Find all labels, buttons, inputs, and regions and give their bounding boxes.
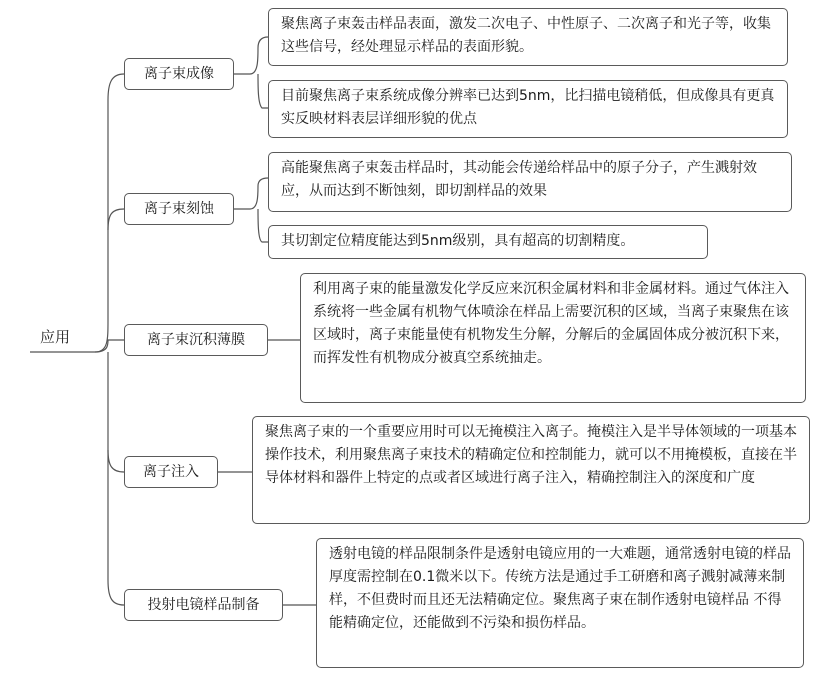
branch-ion-beam-deposition[interactable]: 离子束沉积薄膜 — [124, 324, 268, 356]
branch-tem-sample-prep[interactable]: 投射电镜样品制备 — [124, 589, 283, 621]
branch-ion-beam-imaging[interactable]: 离子束成像 — [124, 58, 234, 90]
detail-implantation-principle: 聚焦离子束的一个重要应用时可以无掩模注入离子。掩模注入是半导体领域的一项基本操作技术，利用聚焦离子束技术的精确定位和控制能力，就可以不用掩模板，直接在半导体材料和器件上特定的点或者区域进行离子注入，精确控制注入的深度和广度 — [252, 416, 810, 524]
branch-ion-implantation[interactable]: 离子注入 — [124, 456, 218, 488]
detail-imaging-resolution: 目前聚焦离子束系统成像分辨率已达到5nm，比扫描电镜稍低，但成像具有更真实反映材料表层详细形貌的优点 — [268, 80, 788, 138]
detail-imaging-principle: 聚焦离子束轰击样品表面，激发二次电子、中性原子、二次离子和光子等，收集这些信号，经处理显示样品的表面形貌。 — [268, 8, 788, 66]
detail-deposition-principle: 利用离子束的能量激发化学反应来沉积金属材料和非金属材料。通过气体注入系统将一些金属有机物气体喷涂在样品上需要沉积的区域，当离子束聚焦在该区域时，离子束能量使有机物发生分解，分解后的金属固体成分被沉积下来，而挥发性有机物成分被真空系统抽走。 — [300, 273, 806, 403]
detail-etching-precision: 其切割定位精度能达到5nm级别，具有超高的切割精度。 — [268, 225, 708, 259]
detail-etching-principle: 高能聚焦离子束轰击样品时，其动能会传递给样品中的原子分子，产生溅射效应，从而达到不断蚀刻，即切割样品的效果 — [268, 152, 792, 212]
branch-ion-beam-etching[interactable]: 离子束刻蚀 — [124, 193, 234, 225]
detail-tem-sample-prep: 透射电镜的样品限制条件是透射电镜应用的一大难题，通常透射电镜的样品厚度需控制在0.1微米以下。传统方法是通过手工研磨和离子溅射减薄来制样，不但费时而且还无法精确定位。聚焦离子束在制作透射电镜样品 不得能精确定位，还能做到不污染和损伤样品。 — [316, 538, 804, 668]
root-node: 应用 — [40, 328, 71, 346]
